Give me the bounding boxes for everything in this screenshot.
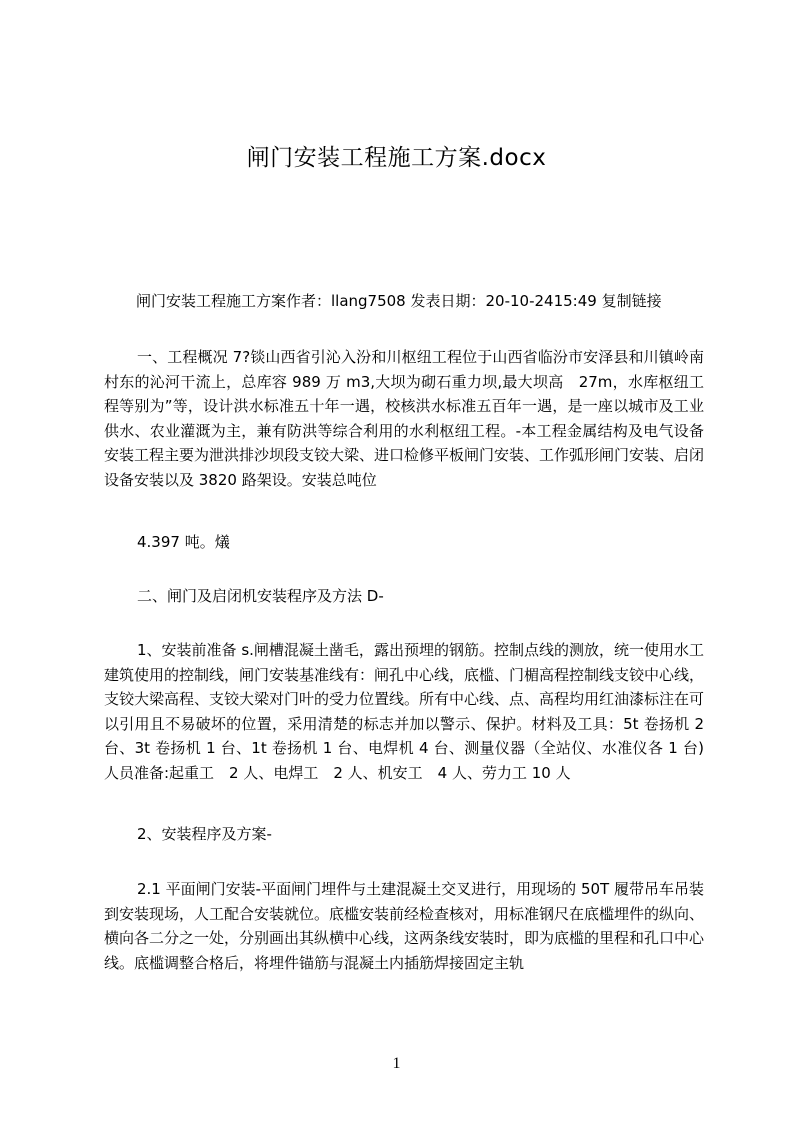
paragraph-preparation: 1、安装前准备 s.闸槽混凝土凿毛，露出预埋的钢筋。控制点线的测放，统一使用水工建筑使用的控制线，闸门安装基准线有：闸孔中心线，底槛、门楣高程控制线支铰中心线，支铰大梁高程、支铰大梁对门叶的受力位置线。所有中心线、点、高程均用红油漆标注在可以引用且不易破坏的位置，采用清楚的标志并加以警示、保护。材料及工具：5t 卷扬机 2 台、3t 卷扬机 1 台、1t 卷扬机 1 台、电焊机 4 台、测量仪器（全站仪、水准仪各 1 台)人员准备:起重工 2 人、电焊工 2 人、机安工 4 人、劳力工 10 人: [104, 641, 705, 782]
page-number: 1: [392, 1055, 401, 1072]
author-date-line: 闸门安装工程施工方案作者：llang7508 发表日期：20-10-2415:49 复制链接: [136, 292, 662, 310]
heading-installation-procedure: 二、闸门及启闭机安装程序及方法 D-: [137, 587, 384, 605]
paragraph-tonnage: 4.397 吨。燨: [137, 533, 230, 551]
heading-installation-plan: 2、安装程序及方案-: [137, 825, 272, 843]
paragraph-project-overview: 一、工程概况 7?锬山西省引沁入汾和川枢纽工程位于山西省临汾市安泽县和川镇岭南村东的沁河干流上，总库容 989 万 m3,大坝为砌石重力坝,最大坝高 27m，水库枢纽工程等别为”等，设计洪水标准五十年一遇，校核洪水标准五百年一遇，是一座以城市及工业供水、农业灌溉为主，兼有防洪等综合利用的水利枢纽工程。-本工程金属结构及电气设备安装工程主要为泄洪排沙坝段支铰大梁、进口检修平板闸门安装、工作弧形闸门安装、启闭设备安装以及 3820 路架设。安装总吨位: [104, 348, 705, 489]
document-title: 闸门安装工程施工方案.docx: [246, 145, 547, 171]
paragraph-plane-gate-installation: 2.1 平面闸门安装-平面闸门埋件与土建混凝土交叉进行，用现场的 50T 履带吊车吊装到安装现场，人工配合安装就位。底槛安装前经检查核对，用标准钢尺在底槛埋件的纵向、横向各二分之一处，分别画出其纵横中心线，这两条线安装时，即为底槛的里程和孔口中心线。底槛调整合格后，将埋件锚筋与混凝土内插筋焊接固定主轨: [104, 880, 705, 972]
